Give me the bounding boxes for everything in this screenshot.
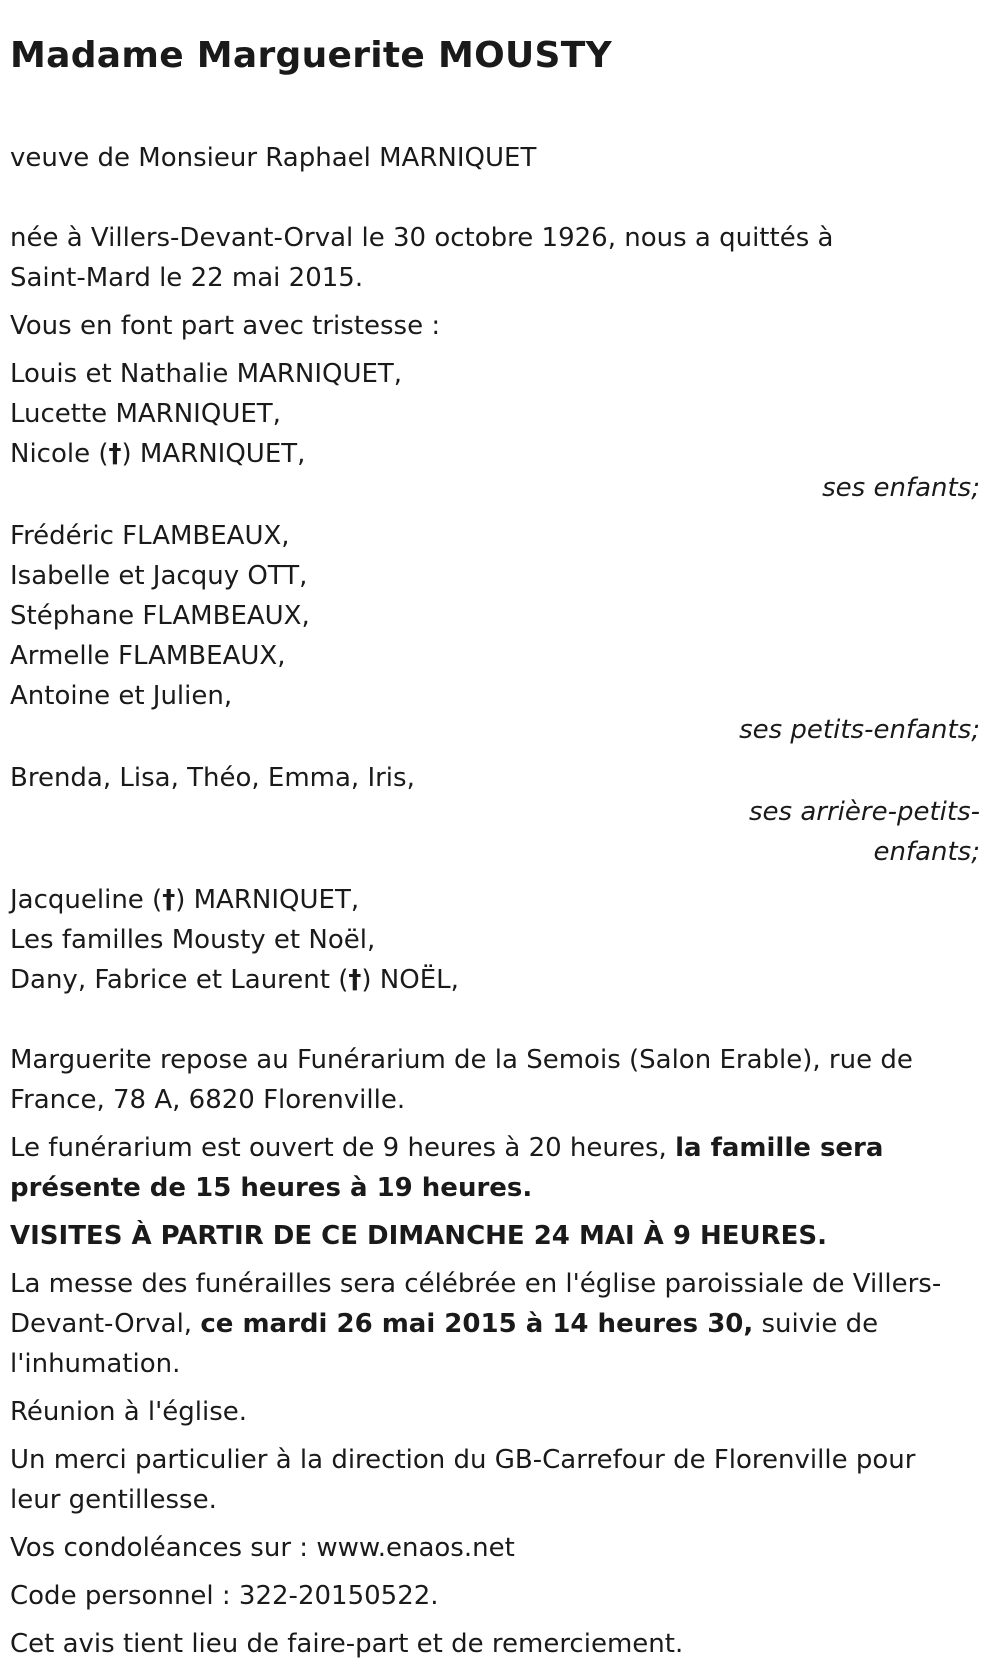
grandchild-name: Stéphane FLAMBEAUX, — [10, 601, 310, 631]
mass-line-3: l'inhumation. — [10, 1349, 181, 1379]
grandchild-name: Isabelle et Jacquy OTT, — [10, 561, 308, 591]
repose-line-2: France, 78 A, 6820 Florenville. — [10, 1085, 406, 1115]
cross-icon: † — [108, 439, 122, 469]
personal-code-text: Code personnel : 322-20150522. — [10, 1581, 439, 1611]
mass-text — [10, 1264, 990, 1384]
closing-text: Cet avis tient lieu de faire-part et de remerciement. — [10, 1629, 684, 1659]
child-name: Lucette MARNIQUET, — [10, 399, 281, 429]
grandchild-name: Antoine et Julien, — [10, 681, 233, 711]
birth-line-1: née à Villers-Devant-Orval le 30 octobre 1926, nous a quittés à — [10, 223, 834, 253]
grandchildren-group — [10, 516, 990, 750]
hours-bold-2: présente de 15 heures à 19 heures. — [10, 1173, 533, 1203]
condolences-text: Vos condoléances sur : www.enaos.net — [10, 1533, 515, 1563]
jacqueline-prefix: Jacqueline ( — [10, 885, 163, 915]
birth-line-2: Saint-Mard le 22 mai 2015. — [10, 263, 364, 293]
mass-line-2-tail: suivie de — [753, 1309, 879, 1339]
cross-icon: † — [162, 885, 176, 915]
repose-text — [10, 1040, 990, 1120]
mass-line-2-plain: Devant-Orval, — [10, 1309, 201, 1339]
great-grandchildren-role-line-2: enfants; — [873, 837, 980, 867]
grandchild-name: Frédéric FLAMBEAUX, — [10, 521, 290, 551]
hours-bold-1: la famille sera — [675, 1133, 884, 1163]
meeting-text: Réunion à l'église. — [10, 1397, 248, 1427]
widow-of-text: veuve de Monsieur Raphael MARNIQUET — [10, 143, 537, 173]
child-deceased-suffix: ) MARNIQUET, — [121, 439, 306, 469]
dany-suffix: ) NOËL, — [361, 965, 459, 995]
mass-date-time: ce mardi 26 mai 2015 à 14 heures 30, — [200, 1309, 754, 1339]
visits-notice: VISITES À PARTIR DE CE DIMANCHE 24 MAI À 9 HEURES. — [10, 1221, 828, 1251]
thanks-text — [10, 1440, 990, 1520]
share-intro: Vous en font part avec tristesse : — [10, 311, 441, 341]
family-member-deceased — [10, 960, 990, 1000]
opening-hours-text — [10, 1128, 990, 1208]
jacqueline-suffix: ) MARNIQUET, — [175, 885, 360, 915]
repose-line-1: Marguerite repose au Funérarium de la Semois (Salon Erable), rue de — [10, 1045, 913, 1075]
birth-death-text — [10, 218, 990, 298]
thanks-line-2: leur gentillesse. — [10, 1485, 217, 1515]
hours-line-1 — [10, 1128, 990, 1168]
great-grandchildren-role-line-1: ses arrière-petits- — [749, 797, 980, 827]
grandchild-name: Armelle FLAMBEAUX, — [10, 641, 286, 671]
grandchildren-role-label: ses petits-enfants; — [739, 715, 980, 745]
great-grandchildren-group — [10, 758, 990, 872]
mass-line-1: La messe des funérailles sera célébrée en l'église paroissiale de Villers- — [10, 1269, 942, 1299]
page-title: Madame Marguerite MOUSTY — [10, 35, 612, 76]
child-deceased-prefix: Nicole ( — [10, 439, 109, 469]
children-group — [10, 354, 990, 508]
dany-prefix: Dany, Fabrice et Laurent ( — [10, 965, 349, 995]
child-name: Louis et Nathalie MARNIQUET, — [10, 359, 403, 389]
family-member-deceased — [10, 880, 990, 920]
mass-line-2 — [10, 1304, 990, 1344]
hours-plain: Le funérarium est ouvert de 9 heures à 20 heures, — [10, 1133, 676, 1163]
families-line: Les familles Mousty et Noël, — [10, 925, 376, 955]
other-family-group — [10, 880, 990, 1000]
cross-icon: † — [348, 965, 362, 995]
children-role-label: ses enfants; — [822, 473, 980, 503]
great-grandchildren-names: Brenda, Lisa, Théo, Emma, Iris, — [10, 763, 415, 793]
thanks-line-1: Un merci particulier à la direction du GB-Carrefour de Florenville pour — [10, 1445, 916, 1475]
